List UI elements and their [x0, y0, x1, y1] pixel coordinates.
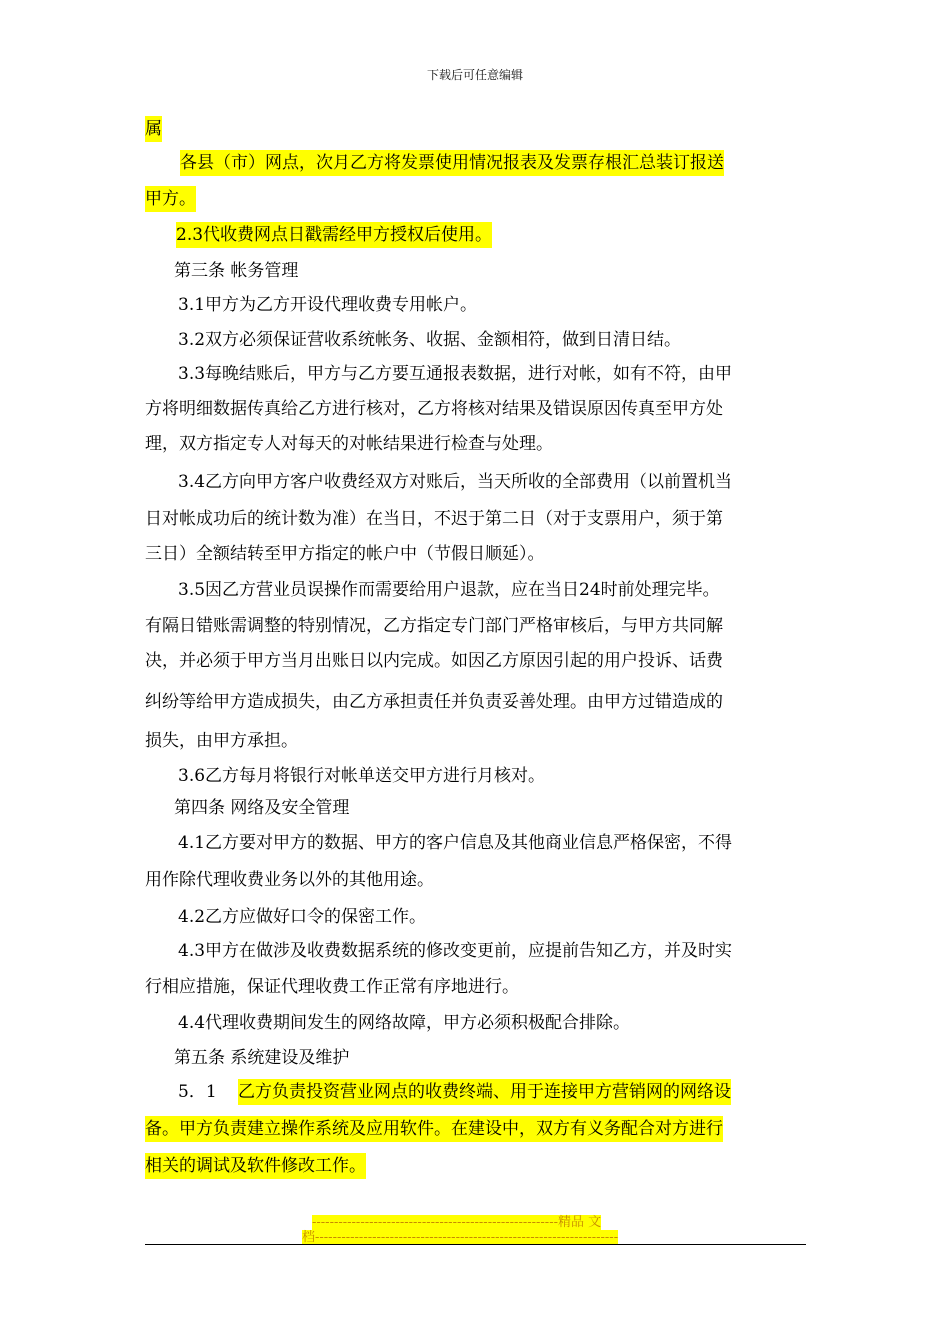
- text-line: 三日）全额结转至甲方指定的帐户中（节假日顺延）。: [145, 544, 545, 564]
- text-line: 损失，由甲方承担。: [145, 731, 298, 751]
- text-line: 行相应措施，保证代理收费工作正常有序地进行。: [145, 977, 519, 997]
- text-line: 3.4乙方向甲方客户收费经双方对账后，当天所收的全部费用（以前置机当: [178, 472, 733, 492]
- text-line: 4.2乙方应做好口令的保密工作。: [178, 907, 427, 927]
- footer-line-2: 档---------------------------------------------------------------------: [302, 1230, 619, 1245]
- clause-number: 5．1: [178, 1082, 217, 1102]
- text-line: 3.5因乙方营业员误操作而需要给用户退款，应在当日24时前处理完毕。: [178, 580, 720, 600]
- text-line: 4.3甲方在做涉及收费数据系统的修改变更前，应提前告知乙方，并及时实: [178, 941, 733, 961]
- section-heading: 第四条 网络及安全管理: [174, 798, 350, 818]
- text-line: 理，双方指定专人对每天的对帐结果进行检查与处理。: [145, 434, 553, 454]
- footer-line-1: --------------------------------------------------------精品 文: [312, 1215, 602, 1230]
- text-line: 决，并必须于甲方当月出账日以内完成。如因乙方原因引起的用户投诉、话费: [145, 651, 723, 671]
- text-line: 备。甲方负责建立操作系统及应用软件。在建设中，双方有义务配合对方进行: [145, 1116, 723, 1142]
- text-line: 纠纷等给甲方造成损失，由乙方承担责任并负责妥善处理。由甲方过错造成的: [145, 692, 723, 712]
- text-line: 相关的调试及软件修改工作。: [145, 1153, 366, 1179]
- text-line: 3.6乙方每月将银行对帐单送交甲方进行月核对。: [178, 766, 546, 786]
- section-heading: 第三条 帐务管理: [174, 261, 299, 281]
- text-line: 属: [145, 116, 162, 142]
- text-line: 3.3每晚结账后，甲方与乙方要互通报表数据，进行对帐，如有不符，由甲: [178, 364, 733, 384]
- text-line: 方将明细数据传真给乙方进行核对，乙方将核对结果及错误原因传真至甲方处: [145, 399, 723, 419]
- text-line: 4.1乙方要对甲方的数据、甲方的客户信息及其他商业信息严格保密，不得: [178, 833, 733, 853]
- text-line: 有隔日错账需调整的特别情况，乙方指定专门部门严格审核后，与甲方共同解: [145, 616, 723, 636]
- footer-divider: [145, 1244, 806, 1245]
- text-line: 用作除代理收费业务以外的其他用途。: [145, 870, 434, 890]
- section-heading: 第五条 系统建设及维护: [174, 1048, 350, 1068]
- text-line: 乙方负责投资营业网点的收费终端、用于连接甲方营销网的网络设: [238, 1079, 731, 1105]
- text-line: 3.1甲方为乙方开设代理收费专用帐户。: [178, 295, 478, 315]
- text-line: 甲方。: [145, 186, 196, 212]
- text-line: 2.3代收费网点日戳需经甲方授权后使用。: [176, 222, 492, 248]
- text-line: 4.4代理收费期间发生的网络故障，甲方必须积极配合排除。: [178, 1013, 631, 1033]
- text-line: 3.2双方必须保证营收系统帐务、收据、金额相符，做到日清日结。: [178, 330, 682, 350]
- page-header: 下载后可任意编辑: [426, 68, 523, 82]
- text-line: 各县（市）网点，次月乙方将发票使用情况报表及发票存根汇总装订报送: [180, 150, 724, 176]
- text-line: 日对帐成功后的统计数为准）在当日，不迟于第二日（对于支票用户，须于第: [145, 509, 723, 529]
